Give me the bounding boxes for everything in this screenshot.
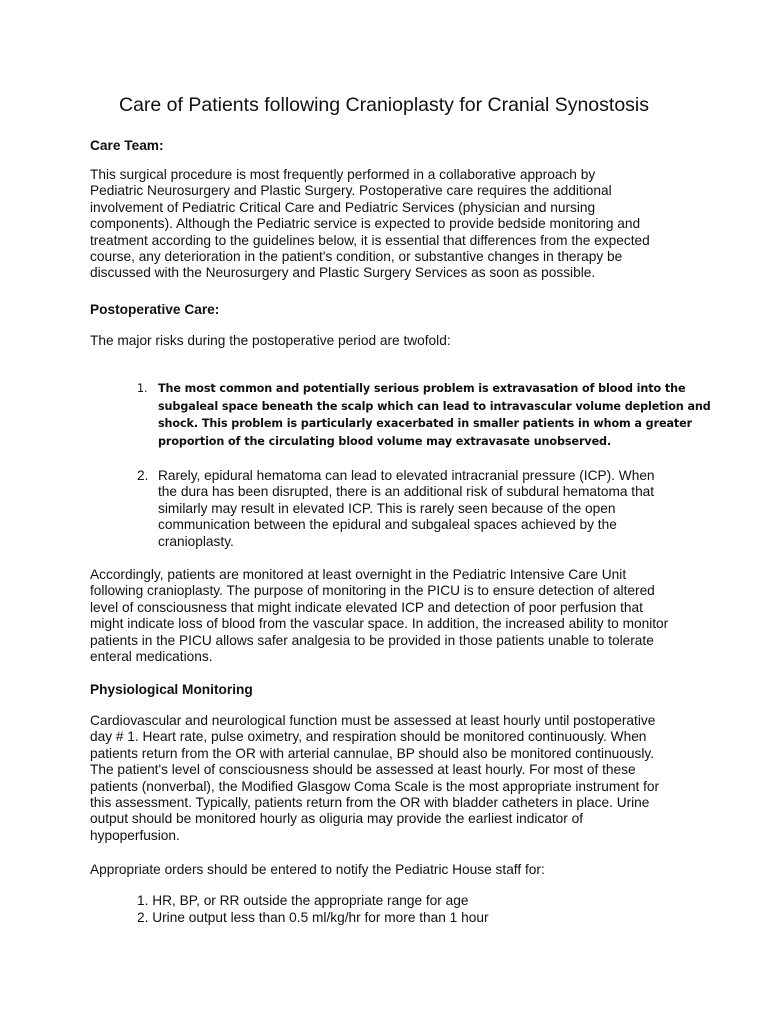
orders-intro [90,862,680,878]
paragraph-line: components). Although the Pediatric service is expected to provide bedside monitoring and [90,216,641,232]
paragraph-line: course, any deterioration in the patient's condition, or substantive changes in therapy be [90,249,623,265]
list-line: The most common and potentially serious problem is extravasation of blood into the [158,382,686,395]
list-line: communication between the epidural and subgaleal spaces achieved by the [158,517,617,533]
list-marker: 1. [137,382,148,395]
paragraph-line: discussed with the Neurosurgery and Plastic Surgery Services as soon as possible. [90,265,596,281]
paragraph-line: The patient's level of consciousness should be assessed at least hourly. For most of these [90,762,636,778]
list-marker: 2. [137,468,149,483]
paragraph-line: This surgical procedure is most frequently performed in a collaborative approach by [90,167,596,182]
list-line: shock. This problem is particularly exacerbated in smaller patients in whom a greater [158,417,693,430]
risk-item-text [158,380,711,450]
paragraph-line: Appropriate orders should be entered to notify the Pediatric House staff for: [90,862,545,877]
postoperative-care-heading: Postoperative Care: [90,302,220,317]
paragraph-line: involvement of Pediatric Critical Care and Pediatric Services (physician and nursing [90,199,596,215]
risks-intro [90,333,680,349]
list-line: the dura has been disrupted, there is an additional risk of subdural hematoma that [158,484,655,500]
care-team-paragraph [90,167,680,282]
paragraph-line: treatment according to the guidelines below, it is essential that differences from the expected [90,232,650,248]
list-line: proportion of the circulating blood volume may extravasate unobserved. [158,434,612,448]
paragraph-line: Pediatric Neurosurgery and Plastic Surgery. Postoperative care requires the additional [90,183,612,199]
list-line: cranioplasty. [158,533,234,549]
orders-list [137,893,489,926]
list-item: 2. Urine output less than 0.5 ml/kg/hr for more than 1 hour [137,909,489,925]
paragraph-line: might indicate loss of blood from the vascular space. In addition, the increased ability to monitor [90,616,669,632]
picu-paragraph [90,567,680,665]
paragraph-line: patients return from the OR with arterial cannulae, BP should also be monitored continuously. [90,745,655,761]
paragraph-line: Cardiovascular and neurological function must be assessed at least hourly until postoperative [90,713,656,728]
paragraph-line: level of consciousness that might indicate elevated ICP and detection of poor perfusion that [90,599,643,615]
paragraph-line: patients (nonverbal), the Modified Glasgow Coma Scale is the most appropriate instrument for [90,778,660,794]
paragraph-line: Accordingly, patients are monitored at least overnight in the Pediatric Intensive Care Unit [90,567,627,582]
list-item: 1. HR, BP, or RR outside the appropriate range for age [137,893,469,908]
paragraph-line: patients in the PICU allows safer analgesia to be provided in those patients unable to tolerate [90,632,654,648]
care-team-heading: Care Team: [90,138,164,153]
document-title: Care of Patients following Cranioplasty for Cranial Synostosis [119,94,649,116]
list-line: similarly may result in elevated ICP. This is rarely seen because of the open [158,500,616,516]
list-line: Rarely, epidural hematoma can lead to elevated intracranial pressure (ICP). When [158,468,655,483]
paragraph-line: output should be monitored hourly as oliguria may provide the earliest indicator of [90,811,584,827]
paragraph-line: The major risks during the postoperative period are twofold: [90,333,451,348]
paragraph-line: this assessment. Typically, patients return from the OR with bladder catheters in place. Urine [90,795,650,811]
physiological-monitoring-heading: Physiological Monitoring [90,682,253,697]
list-line: subgaleal space beneath the scalp which can lead to intravascular volume depletion and [158,399,711,413]
paragraph-line: following cranioplasty. The purpose of monitoring in the PICU is to ensure detection of altered [90,583,655,599]
paragraph-line: day # 1. Heart rate, pulse oximetry, and respiration should be monitored continuously. When [90,729,647,745]
monitoring-paragraph [90,713,680,844]
paragraph-line: hypoperfusion. [90,827,180,843]
risk-item-text [158,468,655,550]
paragraph-line: enteral medications. [90,649,213,665]
